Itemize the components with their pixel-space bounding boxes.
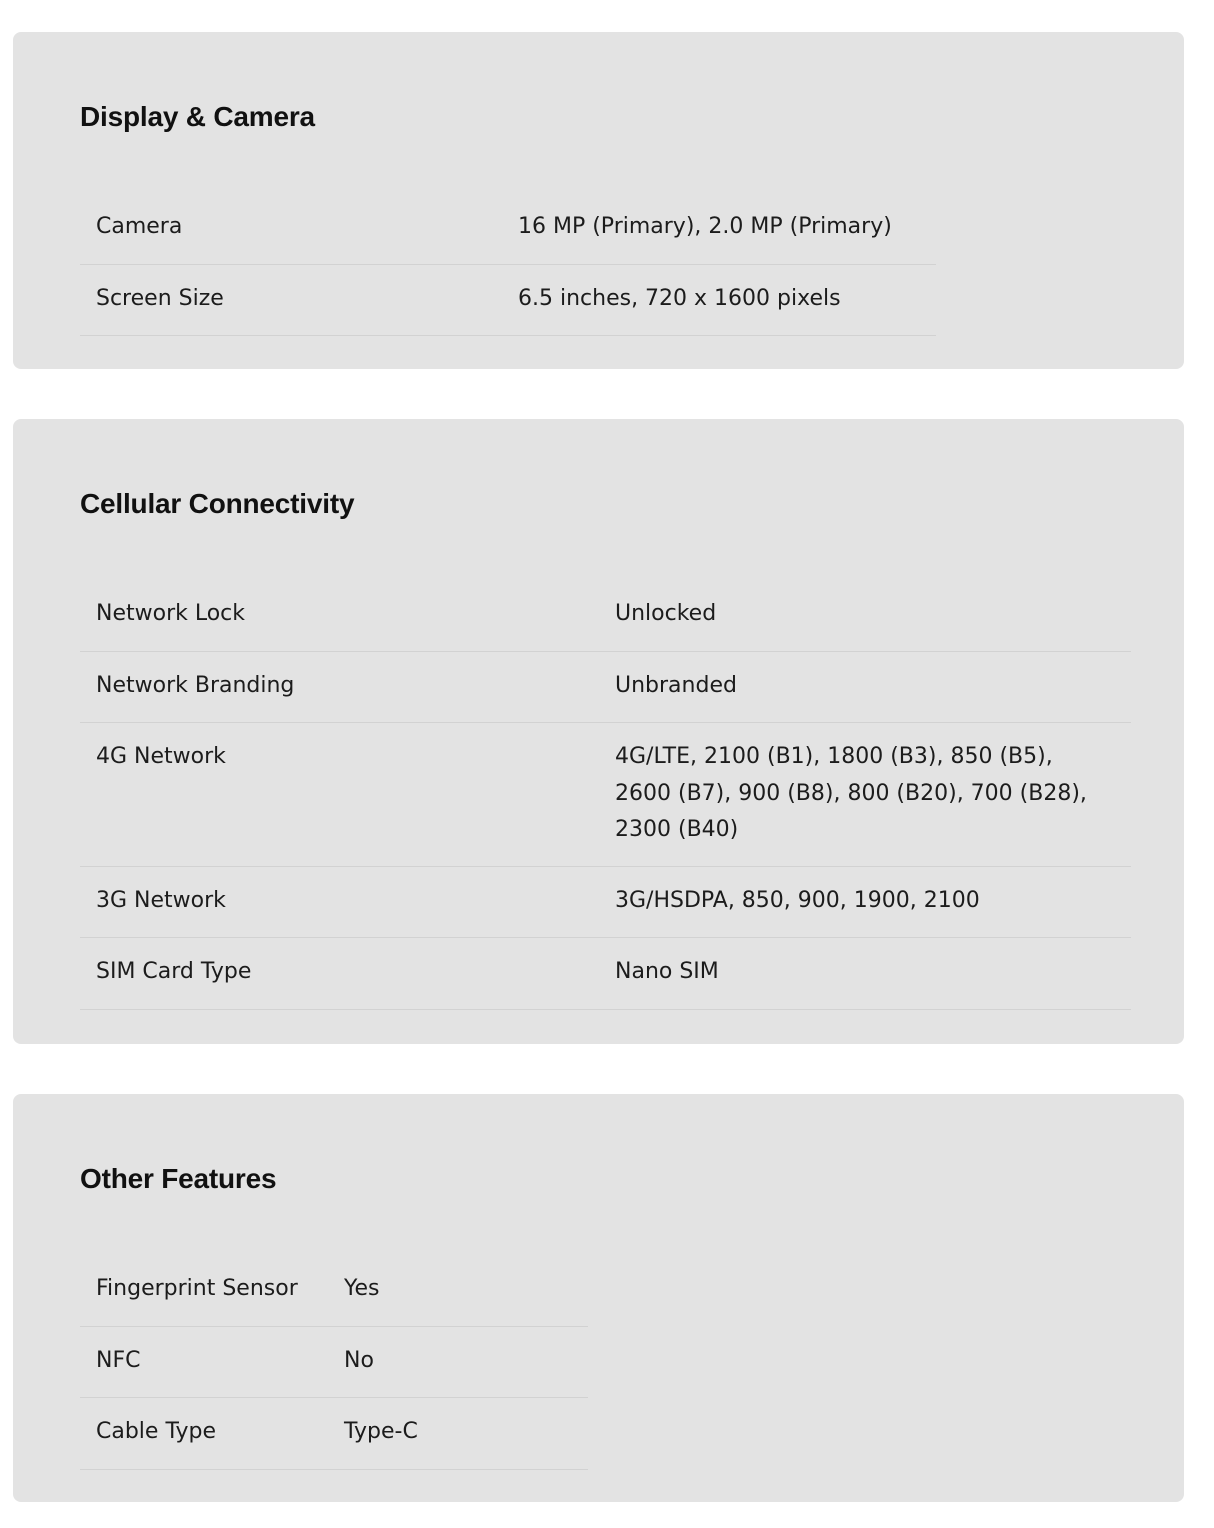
spec-row	[80, 1255, 588, 1327]
spec-value: Type-C	[344, 1419, 418, 1444]
spec-label: 3G Network	[96, 887, 226, 913]
spec-label: Cable Type	[96, 1419, 216, 1444]
spec-value: 3G/HSDPA, 850, 900, 1900, 2100	[615, 887, 980, 913]
spec-table	[80, 193, 936, 336]
spec-row	[80, 580, 1131, 652]
spec-card-display-camera	[13, 32, 1184, 369]
spec-row	[80, 193, 936, 265]
spec-value: 6.5 inches, 720 x 1600 pixels	[518, 285, 841, 311]
section-title: Other Features	[80, 1163, 277, 1194]
spec-value: 16 MP (Primary), 2.0 MP (Primary)	[518, 214, 892, 239]
spec-value: No	[344, 1347, 374, 1373]
spec-value: 4G/LTE, 2100 (B1), 1800 (B3), 850 (B5), 2600 (B7), 900 (B8), 800 (B20), 700 (B28), 2300 (B40)	[615, 744, 1087, 842]
spec-value: Unbranded	[615, 672, 737, 698]
spec-value: Nano SIM	[615, 959, 719, 984]
spec-card-cellular-connectivity	[13, 419, 1184, 1044]
spec-row	[80, 265, 936, 337]
spec-label: 4G Network	[96, 744, 226, 769]
spec-label: NFC	[96, 1347, 141, 1373]
spec-label: Screen Size	[96, 285, 224, 311]
spec-value: Yes	[344, 1276, 380, 1301]
spec-label: Fingerprint Sensor	[96, 1276, 298, 1301]
spec-value: Unlocked	[615, 601, 717, 626]
spec-card-other-features	[13, 1094, 1184, 1502]
spec-row	[80, 938, 1131, 1010]
spec-label: SIM Card Type	[96, 959, 252, 984]
spec-row	[80, 867, 1131, 939]
spec-label: Network Lock	[96, 601, 246, 626]
spec-table	[80, 1255, 588, 1470]
spec-row	[80, 723, 1131, 867]
spec-table	[80, 580, 1131, 1010]
section-title: Cellular Connectivity	[80, 488, 355, 519]
spec-row	[80, 1398, 588, 1470]
section-title: Display & Camera	[80, 101, 315, 132]
spec-label: Camera	[96, 214, 183, 239]
spec-row	[80, 652, 1131, 724]
spec-label: Network Branding	[96, 672, 295, 698]
spec-row	[80, 1327, 588, 1399]
